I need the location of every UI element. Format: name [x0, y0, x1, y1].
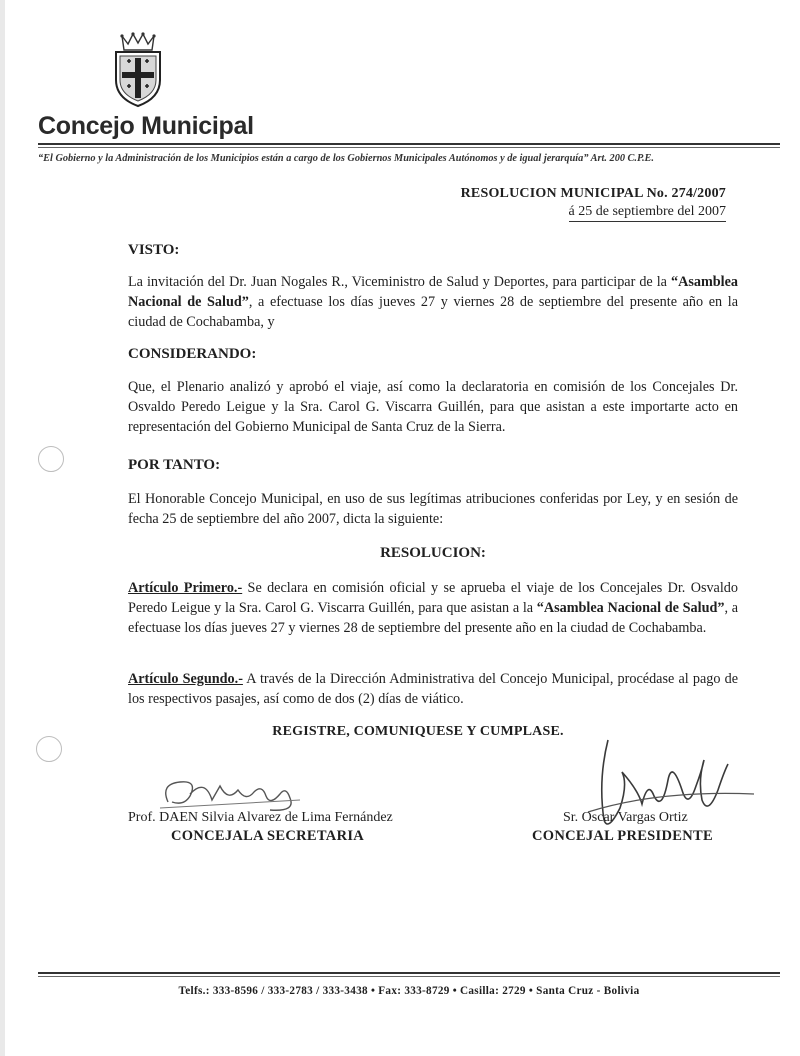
section-heading-por-tanto: POR TANTO:	[128, 457, 221, 473]
section-heading-resolucion: RESOLUCION:	[380, 545, 486, 561]
event-name-bold: “Asamblea Nacional de Salud”	[128, 274, 738, 310]
visto-text-2: , a efectuase los días jueves 27 y viernes 28 de septiembre del presente año en la ciudad de Cochabamba, y	[128, 294, 738, 330]
visto-paragraph	[128, 272, 738, 332]
punch-hole-mark	[38, 446, 64, 472]
secretary-name: Prof. DAEN Silvia Alvarez de Lima Fernández	[128, 810, 393, 825]
articulo-primero-event-bold: “Asamblea Nacional de Salud”	[536, 600, 725, 616]
coat-of-arms-logo	[108, 30, 168, 108]
considerando-paragraph: Que, el Plenario analizó y aprobó el viaje, así como la declaratoria en comisión de los Concejales Dr. Osvaldo Peredo Leigue y la Sra. Carol G. Viscarra Guillén, para que asistan a este importarte acto en representación del Gobierno Municipal de Santa Cruz de la Sierra.	[128, 379, 738, 435]
section-heading-visto: VISTO:	[128, 242, 180, 258]
closing-statement: REGISTRE, COMUNIQUESE Y CUMPLASE.	[272, 724, 564, 739]
scan-edge	[0, 0, 5, 1056]
resolution-number: RESOLUCION MUNICIPAL No. 274/2007	[460, 186, 726, 201]
header-divider-thin	[38, 147, 780, 148]
articulo-segundo-label: Artículo Segundo.-	[128, 671, 243, 687]
articulo-primero	[128, 578, 738, 638]
footer-divider-thin	[38, 976, 780, 977]
articulo-primero-text-1: Se declara en comisión oficial y se aprueba el viaje de los Concejales Dr. Osvaldo Peredo Leigue y la Sra. Carol G. Viscarra Guillén, para que asistan a la	[128, 580, 738, 616]
articulo-primero-label: Artículo Primero.-	[128, 580, 243, 596]
section-heading-considerando: CONSIDERANDO:	[128, 346, 257, 362]
header-divider	[38, 143, 780, 145]
contact-footer: Telfs.: 333-8596 / 333-2783 / 333-3438 • Fax: 333-8729 • Casilla: 2729 • Santa Cruz - Bolivia	[178, 985, 640, 997]
constitutional-motto: “El Gobierno y la Administración de los Municipios están a cargo de los Gobiernos Municipales Autónomos y de igual jerarquía” Art. 200 C.P.E.	[38, 153, 654, 164]
articulo-segundo	[128, 669, 738, 709]
articulo-segundo-text: A través de la Dirección Administrativa del Concejo Municipal, procédase al pago de los respectivos pasajes, así como de dos (2) días de viático.	[128, 671, 738, 707]
punch-hole-mark	[36, 736, 62, 762]
footer-divider	[38, 972, 780, 974]
articulo-primero-text-2: , a efectuase los días jueves 27 y viernes 28 de septiembre del presente año en la ciudad de Cochabamba.	[128, 600, 738, 636]
visto-text-1: La invitación del Dr. Juan Nogales R., Viceministro de Salud y Deportes, para participar de la	[128, 274, 671, 290]
resolution-date: á 25 de septiembre del 2007	[569, 204, 726, 222]
president-name: Sr. Oscar Vargas Ortiz	[563, 810, 688, 825]
president-title: CONCEJAL PRESIDENTE	[532, 828, 713, 844]
por-tanto-paragraph: El Honorable Concejo Municipal, en uso de sus legítimas atribuciones conferidas por Ley, y en sesión de fecha 25 de septiembre del año 2007, dicta la siguiente:	[128, 491, 738, 527]
institution-title: Concejo Municipal	[38, 112, 254, 140]
secretary-title: CONCEJALA SECRETARIA	[171, 828, 365, 844]
